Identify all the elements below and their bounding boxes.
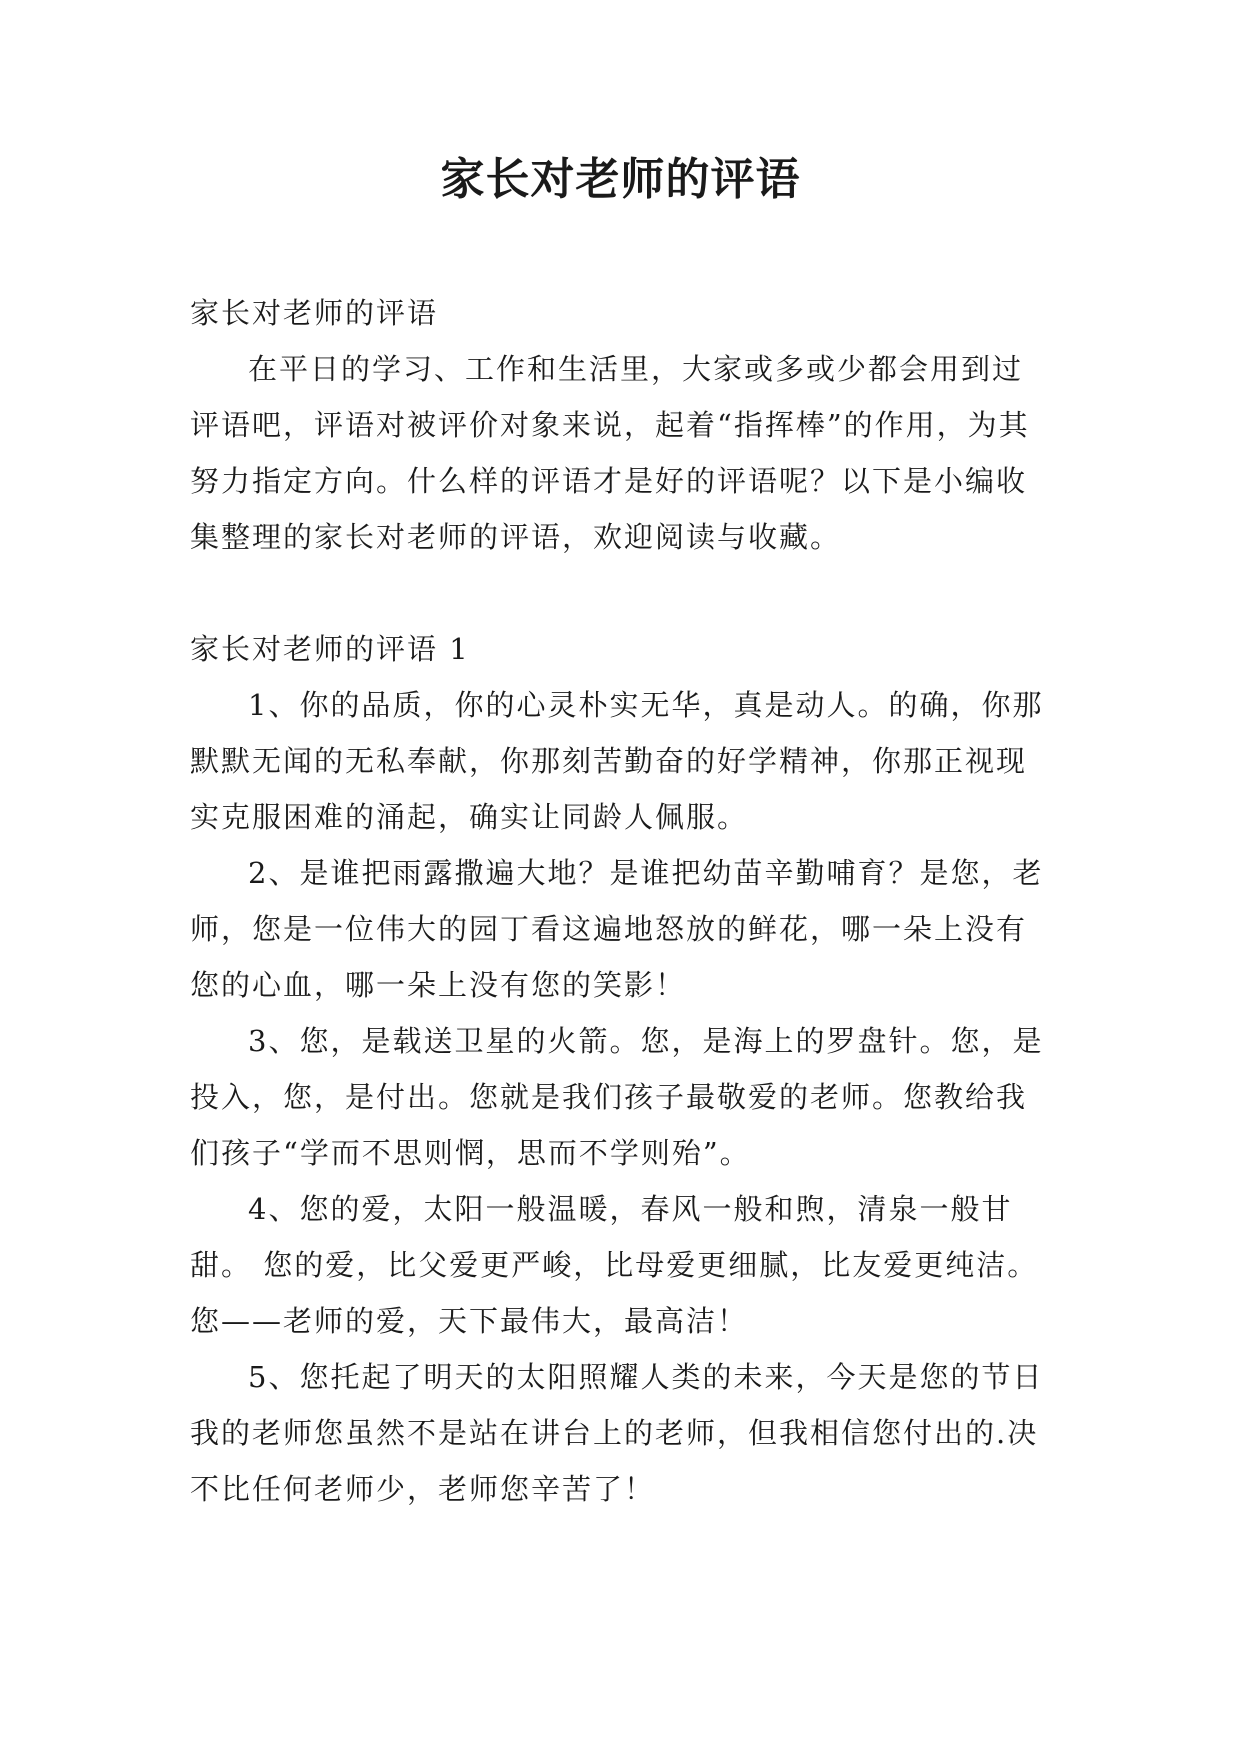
comment-item-3: 3、您，是载送卫星的火箭。您，是海上的罗盘针。您，是投入，您，是付出。您就是我们孩子最敬爱的老师。您教给我们孩子“学而不思则惘，思而不学则殆”。 (190, 1024, 1044, 1170)
spacer (190, 565, 1050, 621)
section-heading: 家长对老师的评语 1 (190, 632, 470, 666)
document-title: 家长对老师的评语 (440, 154, 801, 205)
comment-item-1: 1、你的品质，你的心灵朴实无华，真是动人。的确，你那默默无闻的无私奉献，你那刻苦勤奋的好学精神，你那正视现实克服困难的涌起，确实让同龄人佩服。 (190, 688, 1044, 834)
comment-item-4: 4、您的爱，太阳一般温暖，春风一般和煦，清泉一般甘甜。 您的爱，比父爱更严峻，比母爱更细腻，比友爱更纯洁。 您——老师的爱，天下最伟大，最高洁！ (190, 1192, 1039, 1338)
document-body (190, 285, 1050, 1517)
comment-item-5: 5、您托起了明天的太阳照耀人类的未来，今天是您的节日我的老师您虽然不是站在讲台上的老师，但我相信您付出的.决不比任何老师少，老师您辛苦了！ (190, 1360, 1044, 1506)
intro-paragraph: 在平日的学习、工作和生活里，大家或多或少都会用到过评语吧，评语对被评价对象来说，起着“指挥棒”的作用，为其努力指定方向。什么样的评语才是好的评语呢？以下是小编收集整理的家长对老师的评语，欢迎阅读与收藏。 (190, 352, 1030, 554)
subtitle: 家长对老师的评语 (190, 296, 439, 330)
comment-item-2: 2、是谁把雨露撒遍大地？是谁把幼苗辛勤哺育？是您，老师，您是一位伟大的园丁看这遍地怒放的鲜花，哪一朵上没有您的心血，哪一朵上没有您的笑影！ (190, 856, 1044, 1002)
